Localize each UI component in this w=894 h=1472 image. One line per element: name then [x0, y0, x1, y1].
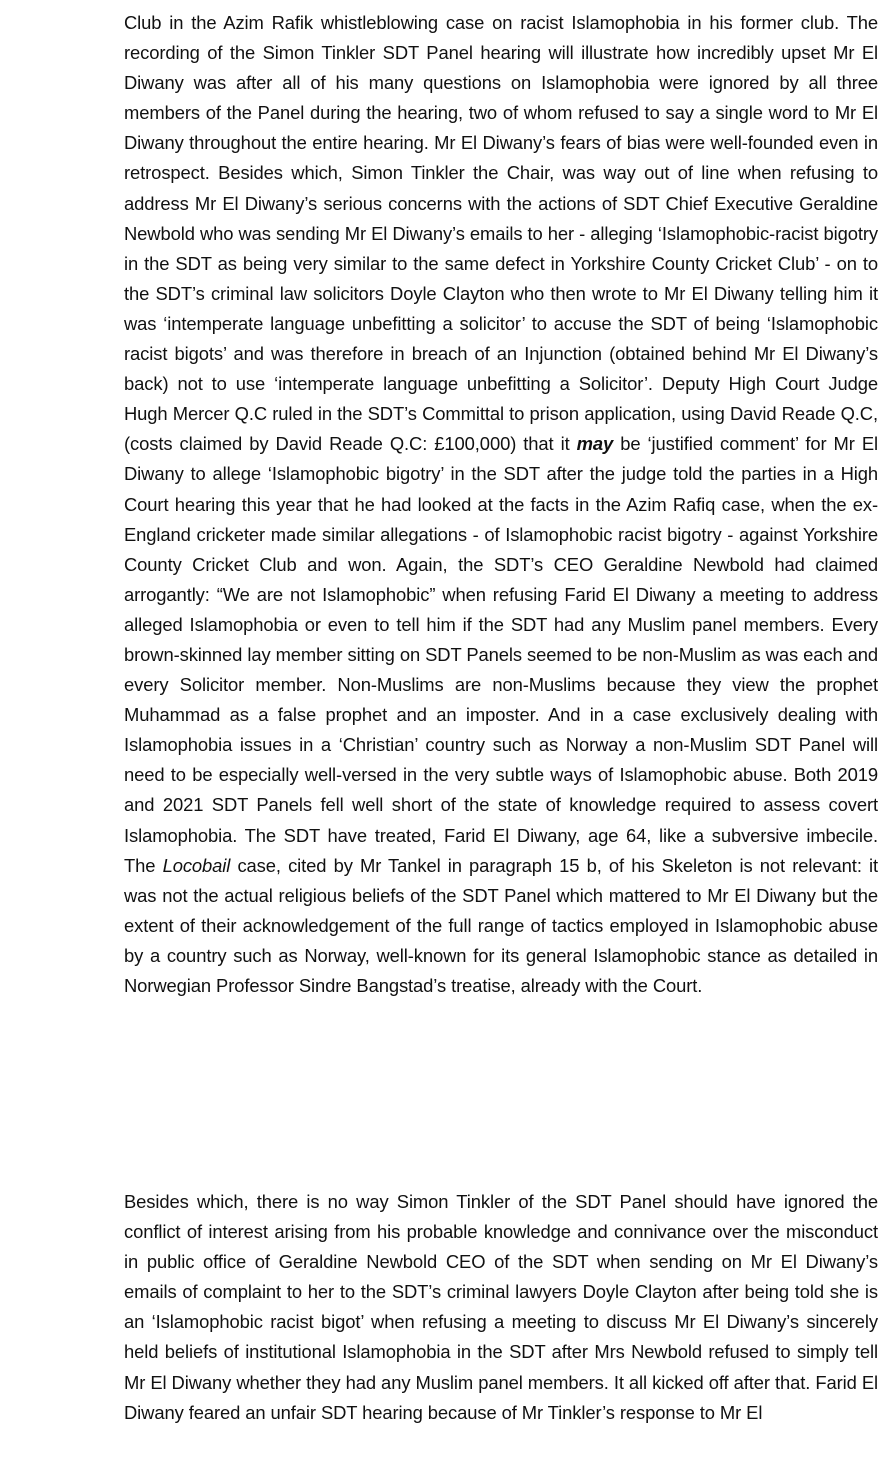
- text-segment: case, cited by Mr Tankel in paragraph 15 b, of his Skeleton is not relevant: it was not the actual religious beliefs of the SDT Panel which mattered to Mr El Diwany but the extent of their acknowledgement of the full range of tactics employed in Islamophobic abuse by a country such as Norway, well-known for its general Islamophobic stance as detailed in Norwegian Professor Sindre Bangstad’s treatise, already with the Court.: [124, 854, 878, 996]
- case-name-locobail: Locobail: [162, 854, 231, 876]
- text-segment: Club in the Azim Rafik whistleblowing case on racist Islamophobia in his former club. The recording of the Simon Tinkler SDT Panel hearing will illustrate how incredibly upset Mr El Diwany was after all of his many questions on Islamophobia were ignored by all three members of the Panel during the hearing, two of whom refused to say a single word to Mr El Diwany throughout the entire hearing. Mr El Diwany’s fears of bias were well-founded even in retrospect. Besides which, Simon Tinkler the Chair, was way out of line when refusing to address Mr El Diwany’s serious concerns with the actions of SDT Chief Executive Geraldine Newbold who was sending Mr El Diwany’s emails to her - alleging ‘Islamophobic-racist bigotry in the SDT as being very similar to the same defect in Yorkshire County Cricket Club’ - on to the SDT’s criminal law solicitors Doyle Clayton who then wrote to Mr El Diwany telling him it was ‘intemperate language unbefitting a solicitor’ to accuse the SDT of being ‘Islamophobic racist bigots’ and was therefore in breach of an Injunction (obtained behind Mr El Diwany’s back) not to use ‘intemperate language unbefitting a Solicitor’. Deputy High Court Judge Hugh Mercer Q.C ruled in the SDT’s Committal to prison application, using David Reade Q.C, (costs claimed by David Reade Q.C: £100,000) that it: [124, 12, 878, 455]
- paragraph-2: [124, 1187, 878, 1428]
- text-segment: Besides which, there is no way Simon Tinkler of the SDT Panel should have ignored the conflict of interest arising from his probable knowledge and connivance over the misconduct in public office of Geraldine Newbold CEO of the SDT when sending on Mr El Diwany’s emails of complaint to her to the SDT’s criminal lawyers Doyle Clayton after being told she is an ‘Islamophobic racist bigot’ when refusing a meeting to discuss Mr El Diwany’s sincerely held beliefs of institutional Islamophobia in the SDT after Mrs Newbold refused to simply tell Mr El Diwany whether they had any Muslim panel members. It all kicked off after that. Farid El Diwany feared an unfair SDT hearing because of Mr Tinkler’s response to Mr El: [124, 1191, 878, 1423]
- emphasis-may: may: [576, 433, 614, 455]
- text-segment: be ‘justified comment’ for Mr El Diwany to allege ‘Islamophobic bigotry’ in the SDT after the judge told the parties in a High Court hearing this year that he had looked at the facts in the Azim Rafiq case, when the ex-England cricketer made similar allegations - of Islamophobic racist bigotry - against Yorkshire County Cricket Club and won. Again, the SDT’s CEO Geraldine Newbold had claimed arrogantly: “We are not Islamophobic” when refusing Farid El Diwany a meeting to address alleged Islamophobia or even to tell him if the SDT had any Muslim panel members. Every brown-skinned lay member sitting on SDT Panels seemed to be non-Muslim as was each and every Solicitor member. Non-Muslims are non-Muslims because they view the prophet Muhammad as a false prophet and an imposter. And in a case exclusively dealing with Islamophobia issues in a ‘Christian’ country such as Norway a non-Muslim SDT Panel will need to be especially well-versed in the very subtle ways of Islamophobic abuse. Both 2019 and 2021 SDT Panels fell well short of the state of knowledge required to assess covert Islamophobia. The SDT have treated, Farid El Diwany, age 64, like a subversive imbecile. The: [124, 433, 879, 876]
- paragraph-1: [124, 8, 878, 1001]
